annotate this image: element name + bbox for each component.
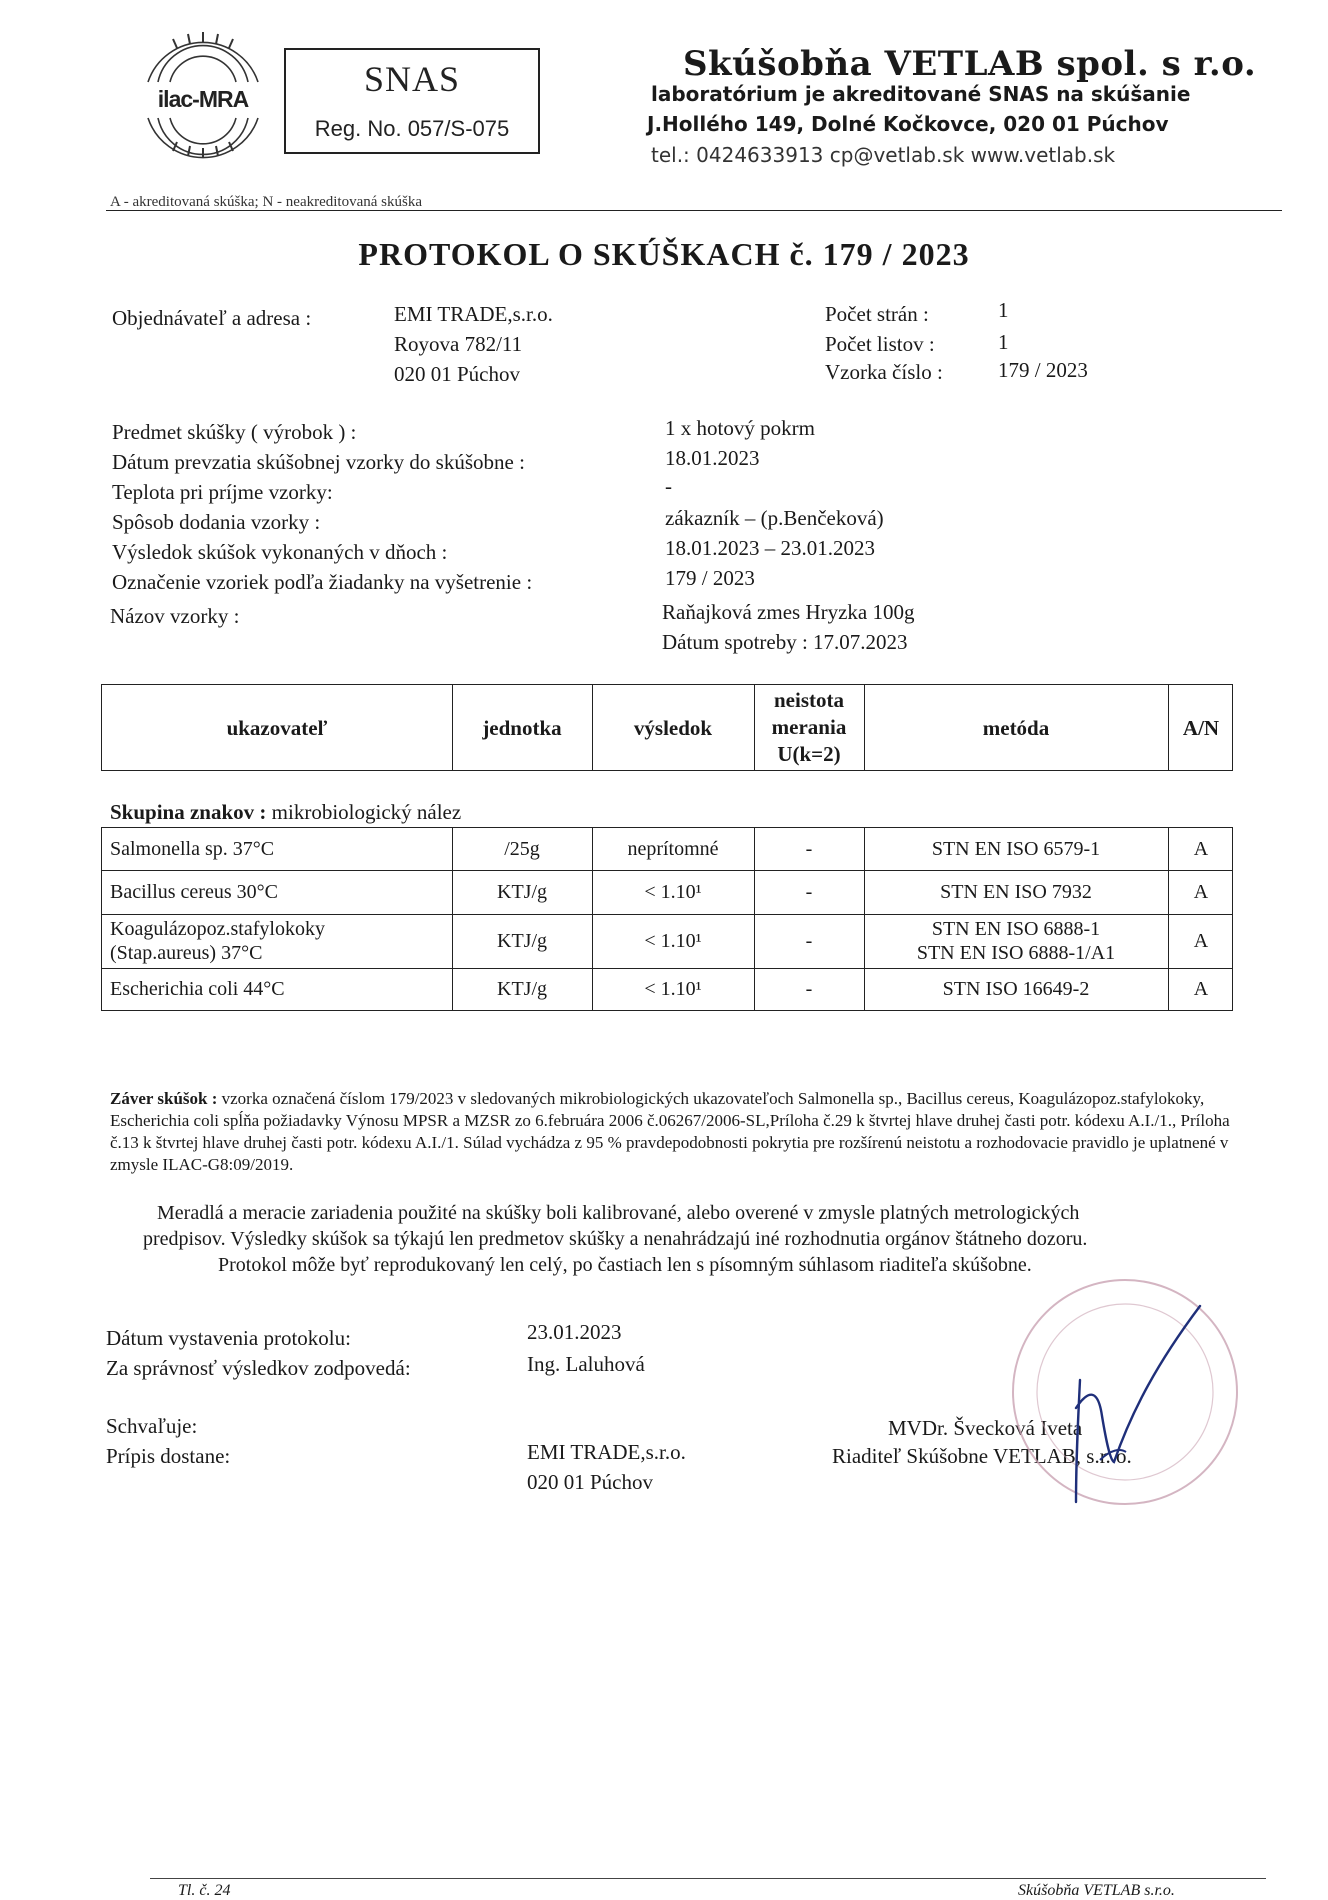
detail-label: Výsledok skúšok vykonaných v dňoch : bbox=[112, 540, 448, 564]
copy-city: 020 01 Púchov bbox=[527, 1470, 653, 1494]
snas-accreditation-box bbox=[284, 48, 540, 154]
expiry-date: Dátum spotreby : 17.07.2023 bbox=[662, 630, 908, 654]
table-row-result: < 1.10¹ bbox=[644, 978, 702, 1000]
table-row-an: A bbox=[1193, 881, 1209, 903]
detail-label: Predmet skúšky ( výrobok ) : bbox=[112, 420, 357, 444]
results-table-header bbox=[101, 684, 1233, 771]
signer-name: MVDr. Švecková Iveta bbox=[888, 1416, 1083, 1440]
copy-label: Prípis dostane: bbox=[106, 1444, 231, 1468]
header-uncertainty: neistota bbox=[774, 688, 844, 713]
detail-label: Teplota pri príjme vzorky: bbox=[112, 480, 333, 504]
lab-contact: tel.: 0424633913 cp@vetlab.sk www.vetlab.sk bbox=[651, 143, 1116, 167]
detail-value: zákazník – (p.Benčeková) bbox=[665, 506, 884, 530]
snas-title: SNAS bbox=[363, 59, 461, 99]
group-value: mikrobiologický nález bbox=[271, 800, 462, 824]
table-row-an: A bbox=[1193, 978, 1209, 1000]
client-street: Royova 782/11 bbox=[394, 332, 523, 356]
issue-date-value: 23.01.2023 bbox=[527, 1320, 622, 1344]
detail-value: 179 / 2023 bbox=[665, 566, 755, 590]
table-row-method: STN EN ISO 6888-1 bbox=[931, 918, 1101, 940]
header-method: metóda bbox=[982, 715, 1050, 740]
table-row-result: < 1.10¹ bbox=[644, 930, 702, 952]
note-line: Meradlá a meracie zariadenia použité na skúšky boli kalibrované, alebo overené v zmysle platných metrologických bbox=[157, 1202, 1080, 1224]
signature-stroke bbox=[1040, 1290, 1220, 1530]
approves-label: Schvaľuje: bbox=[106, 1414, 198, 1438]
signature bbox=[1040, 1290, 1220, 1535]
detail-value: 18.01.2023 bbox=[665, 446, 760, 470]
lab-name: Skúšobňa VETLAB spol. s r.o. bbox=[683, 44, 1257, 84]
detail-label: Spôsob dodania vzorky : bbox=[112, 510, 321, 534]
footer-divider bbox=[150, 1878, 1266, 1879]
sample-label: Vzorka číslo : bbox=[825, 360, 943, 384]
conclusion bbox=[110, 1088, 1230, 1176]
table-row-result: < 1.10¹ bbox=[644, 881, 702, 903]
ilac-mra-logo bbox=[128, 30, 278, 165]
header-indicator: ukazovateľ bbox=[226, 715, 328, 740]
table-row-indicator: Bacillus cereus 30°C bbox=[110, 881, 278, 903]
client-name: EMI TRADE,s.r.o. bbox=[394, 302, 553, 326]
protocol-title: PROTOKOL O SKÚŠKACH č. 179 / 2023 bbox=[358, 236, 970, 272]
table-row-method-sub: STN EN ISO 6888-1/A1 bbox=[916, 942, 1116, 964]
sample-value: 179 / 2023 bbox=[998, 358, 1088, 382]
note-line: predpisov. Výsledky skúšok sa týkajú len predmetov skúšky a nenahrádzajú iné rozhodnutia orgánov štátneho dozoru. bbox=[143, 1228, 1088, 1250]
sheets-value: 1 bbox=[998, 330, 1009, 354]
footer-lab-name: Skúšobňa VETLAB s.r.o. bbox=[1018, 1882, 1175, 1899]
sample-name: Raňajková zmes Hryzka 100g bbox=[662, 600, 915, 624]
client-label: Objednávateľ a adresa : bbox=[112, 306, 312, 330]
table-row-method: STN ISO 16649-2 bbox=[942, 978, 1090, 1000]
snas-registration-number: Reg. No. 057/S-075 bbox=[314, 116, 510, 141]
detail-value: - bbox=[665, 474, 672, 498]
results-table-body bbox=[101, 827, 1233, 1011]
footer-form-number: Tl. č. 24 bbox=[178, 1882, 231, 1899]
header-result: výsledok bbox=[633, 715, 713, 740]
sheets-label: Počet listov : bbox=[825, 332, 935, 356]
table-row-uncertainty: - bbox=[805, 930, 813, 952]
table-row-unit: /25g bbox=[504, 838, 540, 860]
table-row-unit: KTJ/g bbox=[497, 930, 547, 952]
header-uncertainty: merania bbox=[771, 715, 847, 740]
table-row-uncertainty: - bbox=[805, 881, 813, 903]
accreditation-legend: A - akreditovaná skúška; N - neakreditovaná skúška bbox=[110, 194, 422, 210]
detail-value: 18.01.2023 – 23.01.2023 bbox=[665, 536, 875, 560]
copy-name: EMI TRADE,s.r.o. bbox=[527, 1440, 686, 1464]
detail-label: Názov vzorky : bbox=[110, 604, 240, 628]
client-city: 020 01 Púchov bbox=[394, 362, 520, 386]
responsible-label: Za správnosť výsledkov zodpovedá: bbox=[106, 1356, 411, 1380]
conclusion-label: Záver skúšok : bbox=[110, 1089, 218, 1108]
ilac-logo-text: ilac-MRA bbox=[157, 86, 249, 112]
pages-label: Počet strán : bbox=[825, 302, 929, 326]
group-label: Skupina znakov : bbox=[110, 800, 267, 824]
table-row-result: neprítomné bbox=[627, 838, 719, 860]
table-row-method: STN EN ISO 7932 bbox=[940, 881, 1092, 903]
note-line: Protokol môže byť reprodukovaný len celý, po častiach len s písomným súhlasom riaditeľa skúšobne. bbox=[218, 1254, 1032, 1276]
responsible-value: Ing. Laluhová bbox=[527, 1352, 645, 1376]
table-row-indicator: Salmonella sp. 37°C bbox=[110, 838, 275, 860]
conclusion-text: vzorka označená číslom 179/2023 v sledovaných mikrobiologických ukazovateľoch Salmonella sp., Bacillus cereus, Koagulázopoz.stafylokoky, Escherichia coli spĺňa požiadavky Výnosu MPSR a MZSR zo 6.februára 2006 č.06267/2006-SL,Príloha č.29 k štvrtej hlave druhej časti potr. kódexu A.I./1., Príloha č.13 k štvrtej hlave druhej časti potr. kódexu A.I./1. Súlad vychádza z 95 % pravdepodobnosti pokrytia pre rozšírenú neistotu a rozhodovacie pravidlo je uplatnené v zmysle ILAC-G8:09/2019. bbox=[110, 1089, 1230, 1175]
detail-value: 1 x hotový pokrm bbox=[665, 416, 815, 440]
issue-date-label: Dátum vystavenia protokolu: bbox=[106, 1326, 351, 1350]
detail-label: Dátum prevzatia skúšobnej vzorky do skúšobne : bbox=[112, 450, 525, 474]
table-row-indicator-sub: (Stap.aureus) 37°C bbox=[110, 942, 263, 964]
test-group bbox=[110, 800, 461, 825]
signer-title: Riaditeľ Skúšobne VETLAB, s.r. o. bbox=[832, 1444, 1132, 1468]
table-row-uncertainty: - bbox=[805, 978, 813, 1000]
header-unit: jednotka bbox=[482, 715, 562, 740]
lab-address: J.Hollého 149, Dolné Kočkovce, 020 01 Púchov bbox=[647, 112, 1169, 136]
detail-label: Označenie vzoriek podľa žiadanky na vyšetrenie : bbox=[112, 570, 533, 594]
header-uncertainty: U(k=2) bbox=[777, 742, 841, 767]
pages-value: 1 bbox=[998, 298, 1009, 322]
table-row-uncertainty: - bbox=[805, 838, 813, 860]
table-row-indicator: Koagulázopoz.stafylokoky bbox=[110, 918, 325, 940]
table-row-an: A bbox=[1193, 838, 1209, 860]
table-row-unit: KTJ/g bbox=[497, 978, 547, 1000]
table-row-method: STN EN ISO 6579-1 bbox=[931, 838, 1101, 860]
header-divider bbox=[106, 210, 1282, 211]
table-row-an: A bbox=[1193, 930, 1209, 952]
table-row-unit: KTJ/g bbox=[497, 881, 547, 903]
header-an: A/N bbox=[1182, 715, 1220, 740]
table-row-indicator: Escherichia coli 44°C bbox=[110, 978, 285, 1000]
lab-accreditation: laboratórium je akreditované SNAS na skúšanie bbox=[651, 82, 1191, 106]
